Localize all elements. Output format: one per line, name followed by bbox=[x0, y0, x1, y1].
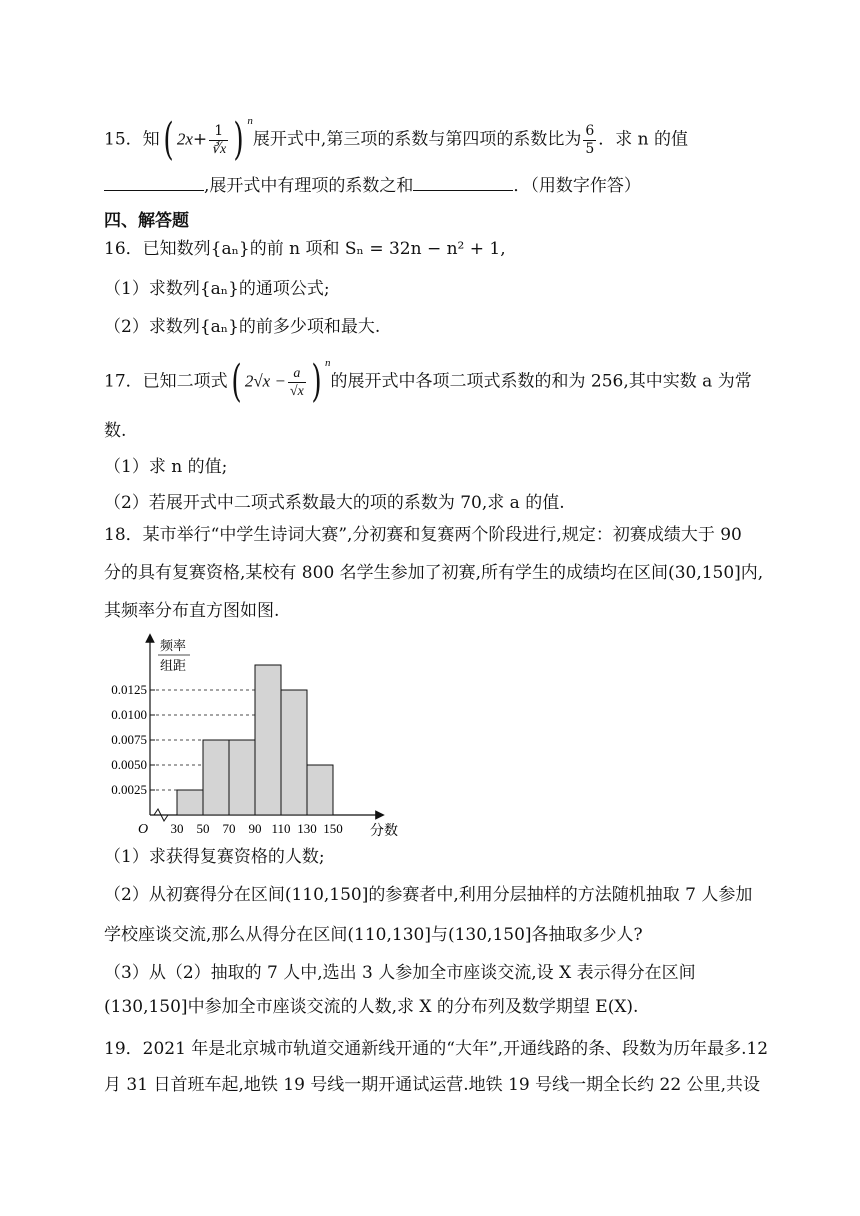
q18-sub3b: (130,150]中参加全市座谈交流的人数,求 X 的分布列及数学期望 E(X). bbox=[104, 997, 639, 1017]
histogram-bar bbox=[255, 665, 281, 815]
x-axis-label: 分数 bbox=[370, 824, 398, 839]
x-tick-label: 30 bbox=[170, 821, 184, 836]
y-tick-label: 0.0125 bbox=[111, 682, 147, 697]
histogram-bar bbox=[203, 740, 229, 815]
y-tick-label: 0.0025 bbox=[111, 782, 147, 797]
y-tick-label: 0.0050 bbox=[111, 757, 147, 772]
x-tick-label: 90 bbox=[248, 821, 262, 836]
q18-line1: 18．某市举行“中学生诗词大赛”,分初赛和复赛两个阶段进行,规定：初赛成绩大于 90 bbox=[104, 525, 742, 545]
q15-expr-frac: $\frac{1}{∛x}$ bbox=[211, 122, 227, 157]
frequency-histogram bbox=[100, 630, 400, 840]
q18-sub2b: 学校座谈交流,那么从得分在区间(110,130]与(130,150]各抽取多少人? bbox=[104, 925, 643, 945]
q17-expr-frac: $\frac{a}{√x}$ bbox=[289, 365, 304, 399]
q15-line2: ,展开式中有理项的系数之和 ．（用数字作答） bbox=[104, 174, 641, 197]
histogram-bar bbox=[307, 765, 333, 815]
q16-sub1: （1）求数列{aₙ}的通项公式; bbox=[104, 279, 330, 299]
section-heading: 四、解答题 bbox=[104, 211, 189, 231]
q15-expr-a: 2x bbox=[176, 129, 193, 149]
x-tick-label: 50 bbox=[196, 821, 210, 836]
q15-line1: 15．知( 2x+ $\frac{1}{∛x}$ ) $^n$展开式中,第三项的系数与第四项的系数比为 $\frac{6}{5}$ ．求 n 的值 bbox=[104, 114, 689, 165]
q17-sub2: （2）若展开式中二项式系数最大的项的系数为 70,求 a 的值. bbox=[104, 493, 565, 513]
y-axis-label-bottom: 组距 bbox=[160, 658, 187, 673]
q15-ratio: $\frac{6}{5}$ bbox=[585, 122, 595, 157]
q18-sub2a: （2）从初赛得分在区间(110,150]的参赛者中,利用分层抽样的方法随机抽取 7 人参加 bbox=[104, 885, 753, 905]
histogram-bar bbox=[177, 790, 203, 815]
histogram-bar bbox=[229, 740, 255, 815]
y-tick-label: 0.0100 bbox=[111, 707, 147, 722]
q19-line2: 月 31 日首班车起,地铁 19 号线一期开通试运营.地铁 19 号线一期全长约 22 公里,共设 bbox=[104, 1075, 760, 1095]
q15-post: 展开式中,第三项的系数与第四项的系数比为 bbox=[252, 129, 582, 150]
origin-label: O bbox=[138, 822, 149, 837]
q18-sub3a: （3）从（2）抽取的 7 人中,选出 3 人参加全市座谈交流,设 X 表示得分在区间 bbox=[104, 963, 696, 983]
q19-line1: 19．2021 年是北京城市轨道交通新线开通的“大年”,开通线路的条、段数为历年最多.12 bbox=[104, 1039, 769, 1059]
q15-answer-blank-2[interactable] bbox=[413, 174, 513, 191]
q17-sub1: （1）求 n 的值; bbox=[104, 457, 228, 477]
q18-line3: 其频率分布直方图如图. bbox=[104, 601, 280, 621]
q18-line2: 分的具有复赛资格,某校有 800 名学生参加了初赛,所有学生的成绩均在区间(30,150]内, bbox=[104, 563, 764, 583]
x-tick-label: 150 bbox=[323, 821, 343, 836]
q16-line1: 16．已知数列{aₙ}的前 n 项和 Sₙ = 32n − n² + 1, bbox=[104, 239, 506, 259]
x-tick-label: 110 bbox=[271, 821, 291, 836]
q15-number: 15． bbox=[104, 129, 143, 150]
y-tick-label: 0.0075 bbox=[111, 732, 147, 747]
y-axis-label-top: 频率 bbox=[160, 638, 187, 653]
q16-sub2: （2）求数列{aₙ}的前多少项和最大. bbox=[104, 317, 381, 337]
q15-answer-blank-1[interactable] bbox=[104, 174, 204, 191]
q17-line2: 数. bbox=[104, 421, 127, 441]
q17-line1: 17．已知二项式( 2√x − $\frac{a}{√x}$ ) $^n$的展开式中各项二项式系数的和为 256,其中实数 a 为常 bbox=[104, 356, 752, 407]
q15-pre: 知 bbox=[142, 129, 160, 150]
histogram-bar bbox=[281, 690, 307, 815]
q17-expr-a: 2√x − bbox=[244, 371, 286, 391]
q18-sub1: （1）求获得复赛资格的人数; bbox=[104, 847, 325, 867]
x-tick-label: 130 bbox=[297, 821, 317, 836]
x-tick-label: 70 bbox=[222, 821, 236, 836]
q15-tail: ．求 n 的值 bbox=[598, 129, 689, 150]
